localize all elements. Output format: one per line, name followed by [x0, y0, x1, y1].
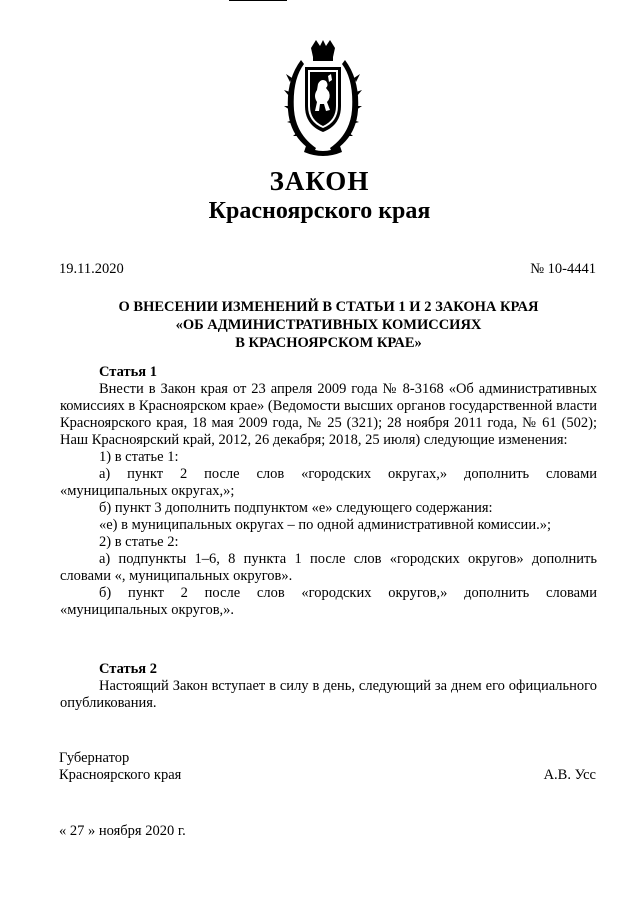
article-title: Статья 1 [99, 364, 157, 380]
heading-line: В КРАСНОЯРСКОМ КРАЕ» [235, 335, 422, 351]
article-1 [60, 364, 597, 619]
law-title: ЗАКОН [269, 166, 370, 196]
article-quote: «е) в муниципальных округах – по одной административной комиссии.»; [99, 517, 551, 533]
krasnoyarsk-coat-of-arms-icon [284, 40, 362, 158]
article-paragraph: Внести в Закон края от 23 апреля 2009 года № 8-3168 «Об административных комиссиях в Красноярском крае» (Ведомости высших органов государственной власти Красноярского края, 18 мая 2009 года, № 25 (321); 28 ноября 2011 года, № 61 (502); Наш Красноярский край, 2012, 26 декабря; 2018, 25 июля) следующие изменения: [60, 381, 597, 448]
article-subitem: б) пункт 2 после слов «городских округов,» дополнить словами «муниципальных округов,». [60, 585, 597, 618]
article-title: Статья 2 [99, 661, 157, 677]
law-subtitle: Красноярского края [208, 198, 431, 224]
article-subitem: б) пункт 3 дополнить подпунктом «е» следующего содержания: [99, 500, 493, 516]
law-number: № 10-4441 [530, 261, 596, 277]
article-item: 2) в статье 2: [99, 534, 179, 550]
position-line: Губернатор [59, 750, 130, 766]
article-subitem: а) пункт 2 после слов «городских округах,» дополнить словами «муниципальных округах,»; [60, 466, 597, 499]
article-item: 1) в статье 1: [99, 449, 179, 465]
article-subitem: а) подпункты 1–6, 8 пункта 1 после слов «городских округов» дополнить словами «, муниципальных округов». [60, 551, 597, 584]
signed-date: « 27 » ноября 2020 г. [59, 823, 186, 839]
heading-line: «ОБ АДМИНИСТРАТИВНЫХ КОМИССИЯХ [175, 317, 482, 333]
law-date: 19.11.2020 [59, 261, 124, 277]
article-paragraph: Настоящий Закон вступает в силу в день, следующий за днем его официального опубликования. [60, 678, 597, 711]
law-heading [60, 298, 597, 352]
heading-line: О ВНЕСЕНИИ ИЗМЕНЕНИЙ В СТАТЬИ 1 И 2 ЗАКОНА КРАЯ [118, 299, 539, 315]
signatory-position [59, 750, 181, 784]
article-2 [60, 661, 597, 712]
top-rule [229, 0, 287, 1]
signatory-name: А.В. Усс [543, 767, 596, 783]
position-line: Красноярского края [59, 767, 182, 783]
